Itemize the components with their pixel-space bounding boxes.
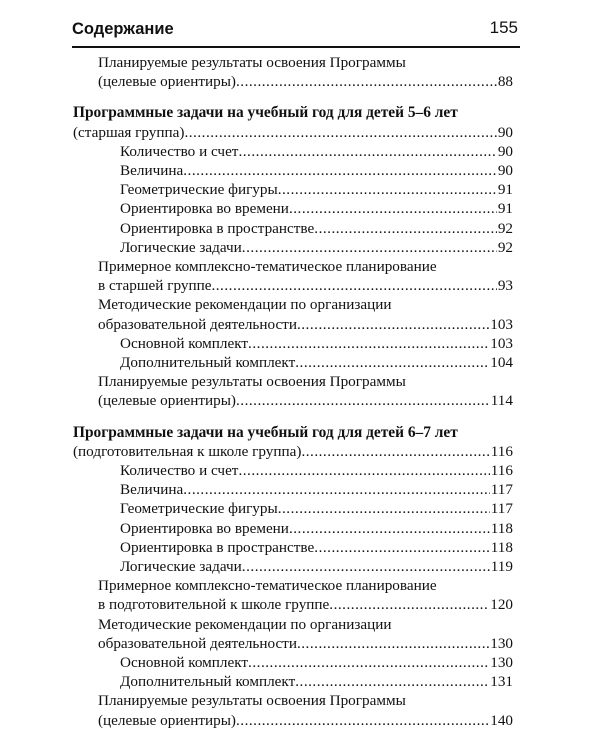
toc-entry-text: (целевые ориентиры)	[98, 73, 236, 91]
toc-entry-text: Ориентировка в пространстве	[120, 538, 315, 556]
toc-entry-text: Дополнительный комплект	[120, 354, 296, 371]
dot-leader	[236, 391, 490, 411]
toc-entry-text: Примерное комплексно-тематическое планирование	[98, 577, 437, 595]
section-heading-text: Программные задачи на учебный год для детей 5–6 лет	[73, 104, 458, 122]
toc-page-number: 116	[490, 462, 513, 479]
toc-entry-text: Методические рекомендации по организации	[98, 615, 392, 633]
dot-leader	[184, 123, 496, 143]
toc-entry[interactable]	[120, 180, 513, 200]
toc-entry[interactable]	[120, 519, 513, 539]
toc-entry[interactable]	[120, 199, 513, 219]
dot-leader	[314, 538, 490, 558]
toc-entry[interactable]	[98, 391, 513, 411]
toc-entry-text: Дополнительный комплект	[120, 673, 296, 691]
dot-leader	[211, 276, 496, 296]
toc-entry-text: Количество и счет	[120, 462, 239, 479]
toc-entry-text: Количество и счет	[120, 142, 239, 160]
toc-entry-text: Основной комплект	[120, 654, 249, 671]
section-heading	[73, 103, 458, 123]
toc-entry[interactable]	[120, 538, 513, 558]
toc-entry-text: Ориентировка во времени	[120, 519, 289, 537]
toc-entry-title	[98, 372, 406, 392]
dot-leader	[242, 238, 497, 258]
toc-entry-text: Планируемые результаты освоения Программы	[98, 373, 406, 391]
toc-entry-title	[98, 576, 437, 596]
toc-entry-text: (подготовительная к школе группа)	[73, 442, 302, 460]
toc-entry[interactable]	[120, 672, 513, 692]
toc-page-number: 131	[490, 673, 513, 691]
toc-entry-text: (целевые ориентиры)	[98, 711, 236, 729]
toc-page-number: 130	[490, 654, 513, 671]
dot-leader	[236, 72, 497, 92]
dot-leader	[297, 315, 489, 335]
dot-leader	[236, 711, 489, 731]
toc-page-number: 91	[497, 200, 513, 218]
toc-entry-text: в старшей группе	[98, 277, 212, 295]
dot-leader	[278, 499, 490, 519]
toc-entry-title	[98, 53, 406, 73]
toc-page-number: 103	[490, 315, 513, 333]
toc-entry-title	[98, 257, 437, 277]
dot-leader	[183, 480, 490, 500]
toc-page-number: 92	[497, 219, 513, 237]
toc-entry-text: Ориентировка во времени	[120, 200, 289, 218]
toc-entry-text: образовательной деятельности	[98, 634, 297, 652]
dot-leader	[238, 461, 489, 481]
toc-entry-title	[98, 691, 406, 711]
toc-page-number: 93	[497, 277, 513, 295]
dot-leader	[242, 557, 490, 577]
toc-entry[interactable]	[73, 123, 513, 143]
toc-page-number: 118	[490, 538, 513, 556]
toc-entry[interactable]	[120, 142, 513, 162]
header-title: Содержание	[72, 20, 174, 38]
dot-leader	[289, 199, 497, 219]
toc-page-number: 117	[490, 481, 513, 499]
toc-page-number: 88	[497, 73, 513, 91]
toc-page-number: 90	[497, 162, 513, 179]
toc-page-number: 92	[497, 238, 513, 256]
toc-page-number: 90	[497, 123, 513, 141]
toc-page-number: 91	[497, 181, 513, 199]
toc-entry[interactable]	[120, 499, 513, 519]
toc-entry-text: (старшая группа)	[73, 123, 185, 141]
toc-entry-text: (целевые ориентиры)	[98, 392, 236, 410]
toc-entry[interactable]	[98, 72, 513, 92]
section-heading-text: Программные задачи на учебный год для детей 6–7 лет	[73, 423, 458, 441]
toc-page-number: 120	[490, 596, 513, 614]
dot-leader	[289, 519, 490, 539]
toc-entry[interactable]	[120, 334, 513, 354]
toc-entry[interactable]	[98, 276, 513, 296]
toc-entry[interactable]	[120, 461, 513, 481]
toc-page-number: 140	[490, 711, 513, 729]
toc-page-number: 104	[490, 354, 513, 371]
toc-entry-text: Планируемые результаты освоения Программы	[98, 692, 406, 710]
toc-entry[interactable]	[120, 653, 513, 673]
dot-leader	[295, 672, 489, 692]
toc-entry[interactable]	[120, 480, 513, 500]
dot-leader	[295, 353, 489, 373]
toc-entry[interactable]	[120, 557, 513, 577]
dot-leader	[248, 334, 489, 354]
toc-entry-text: Геометрические фигуры	[120, 500, 278, 518]
toc-page-number: 130	[490, 634, 513, 652]
toc-entry-title	[98, 295, 391, 315]
toc-entry-text: Ориентировка в пространстве	[120, 219, 315, 237]
toc-entry[interactable]	[98, 595, 513, 615]
toc-entry[interactable]	[98, 634, 513, 654]
toc-entry[interactable]	[98, 315, 513, 335]
toc-entry-text: Примерное комплексно-тематическое планирование	[98, 258, 437, 275]
toc-entry-text: в подготовительной к школе группе	[98, 596, 330, 614]
dot-leader	[248, 653, 489, 673]
toc-page-number: 118	[490, 519, 513, 537]
dot-leader	[329, 595, 489, 615]
toc-entry-text: Логические задачи	[120, 558, 242, 575]
dot-leader	[278, 180, 497, 200]
toc-entry-text: образовательной деятельности	[98, 315, 297, 333]
toc-page-number: 117	[490, 500, 513, 518]
toc-entry-text: Основной комплект	[120, 334, 249, 352]
toc-entry-text: Геометрические фигуры	[120, 181, 278, 199]
dot-leader	[183, 161, 497, 181]
toc-entry[interactable]	[120, 219, 513, 239]
toc-page-number: 90	[497, 142, 513, 160]
toc-entry-text: Логические задачи	[120, 238, 242, 256]
toc-page-number: 119	[490, 558, 513, 575]
toc-entry-text: Величина	[120, 162, 184, 179]
toc-entry[interactable]	[120, 238, 513, 258]
header-page-number: 155	[489, 18, 518, 37]
toc-entry[interactable]	[98, 711, 513, 731]
toc-entry-title	[98, 615, 391, 635]
section-heading	[73, 423, 458, 443]
toc-page-number: 116	[490, 442, 513, 460]
dot-leader	[301, 442, 489, 462]
dot-leader	[297, 634, 489, 654]
toc-entry[interactable]	[73, 442, 513, 462]
toc-entry[interactable]	[120, 353, 513, 373]
toc-entry-text: Методические рекомендации по организации	[98, 296, 392, 314]
dot-leader	[238, 142, 496, 162]
toc-entry[interactable]	[120, 161, 513, 181]
toc-entry-text: Величина	[120, 481, 184, 499]
toc-page-number: 114	[490, 392, 513, 410]
dot-leader	[314, 219, 497, 239]
toc-entry-text: Планируемые результаты освоения Программы	[98, 54, 406, 71]
toc-page-number: 103	[490, 334, 513, 352]
